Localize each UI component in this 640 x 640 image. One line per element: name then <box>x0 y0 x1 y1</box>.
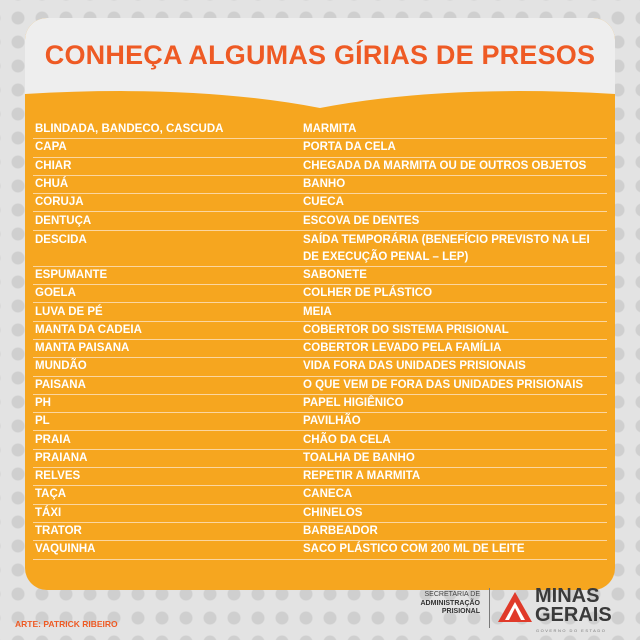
table-row <box>33 486 607 504</box>
slang-meaning: COBERTOR DO SISTEMA PRISIONAL <box>303 323 509 336</box>
slang-term: TAÇA <box>35 488 67 501</box>
slang-card <box>25 18 615 590</box>
table-row <box>33 395 607 413</box>
table-row <box>33 468 607 486</box>
page-title: CONHEÇA ALGUMAS GÍRIAS DE PRESOS <box>44 40 596 70</box>
slang-term: DESCIDA <box>35 233 87 246</box>
table-row <box>33 431 607 449</box>
slang-meaning: SABONETE <box>303 268 367 281</box>
slang-meaning: PAPEL HIGIÊNICO <box>303 397 404 409</box>
table-row <box>33 541 607 559</box>
slang-meaning: PAVILHÃO <box>303 415 361 428</box>
slang-meaning: MEIA <box>303 305 332 318</box>
slang-term: ESPUMANTE <box>35 268 108 281</box>
table-row <box>33 322 607 340</box>
slang-term: TÁXI <box>35 506 62 519</box>
slang-meaning: CUECA <box>303 196 344 209</box>
table-row <box>33 505 607 523</box>
slang-term: PRAIA <box>35 433 71 446</box>
slang-meaning: O QUE VEM DE FORA DAS UNIDADES PRISIONAIS <box>303 378 584 391</box>
table-row <box>33 121 607 139</box>
slang-meaning: COBERTOR LEVADO PELA FAMÍLIA <box>303 342 502 355</box>
table-row <box>33 158 607 176</box>
slang-term: BLINDADA, BANDECO, CASCUDA <box>35 123 224 136</box>
table-row <box>33 523 607 541</box>
slang-term: PAISANA <box>35 378 86 391</box>
art-credit: ARTE: PATRICK RIBEIRO <box>15 619 118 629</box>
slang-table <box>33 121 607 560</box>
logo-line-1: MINAS <box>535 585 600 607</box>
slang-term: VAQUINHA <box>35 543 96 556</box>
slang-meaning: SACO PLÁSTICO COM 200 ML DE LEITE <box>303 543 525 556</box>
slang-meaning: VIDA FORA DAS UNIDADES PRISIONAIS <box>303 360 526 373</box>
slang-meaning: CHEGADA DA MARMITA OU DE OUTROS OBJETOS <box>303 159 587 172</box>
table-row <box>33 212 607 230</box>
seap-line-2: ADMINISTRAÇÃO <box>420 599 480 607</box>
slang-meaning: BARBEADOR <box>303 525 378 538</box>
table-row <box>33 340 607 358</box>
slang-term: PL <box>35 415 50 428</box>
slang-meaning: REPETIR A MARMITA <box>303 470 421 483</box>
slang-meaning: CHINELOS <box>303 506 363 519</box>
table-row <box>33 450 607 468</box>
slang-meaning: ESCOVA DE DENTES <box>303 214 420 227</box>
slang-meaning: PORTA DA CELA <box>303 141 396 154</box>
table-row <box>33 139 607 157</box>
slang-term: MUNDÃO <box>35 360 87 373</box>
banner-shape <box>25 18 615 128</box>
minas-gerais-logo-text <box>535 587 612 625</box>
slang-term: PRAIANA <box>35 451 88 464</box>
slang-meaning: COLHER DE PLÁSTICO <box>303 287 433 300</box>
slang-meaning: MARMITA <box>303 123 357 136</box>
table-row <box>33 358 607 376</box>
table-row <box>33 303 607 321</box>
slang-meaning: BANHO <box>303 178 346 191</box>
seap-line-1: SECRETARIA DE <box>424 591 480 598</box>
slang-term: CHIAR <box>35 159 72 172</box>
slang-term: CAPA <box>35 141 67 154</box>
logo-subtitle: GOVERNO DO ESTADO <box>536 628 607 633</box>
title-banner <box>25 18 615 128</box>
footer-divider <box>489 588 490 628</box>
slang-term: CHUÁ <box>35 178 69 191</box>
slang-term: CORUJA <box>35 196 84 209</box>
slang-meaning: SAÍDA TEMPORÁRIA (BENEFÍCIO PREVISTO NA LEI DE EXECUÇÃO PENAL – LEP) <box>303 233 590 264</box>
slang-term: RELVES <box>35 470 81 483</box>
seap-line-3: PRISIONAL <box>441 608 480 615</box>
slang-term: GOELA <box>35 287 76 300</box>
slang-term: MANTA DA CADEIA <box>35 323 142 336</box>
seap-label <box>408 591 480 617</box>
table-row <box>33 377 607 395</box>
table-row <box>33 194 607 212</box>
slang-term: LUVA DE PÉ <box>35 305 103 318</box>
table-row <box>33 285 607 303</box>
table-row <box>33 231 607 267</box>
slang-meaning: CANECA <box>303 488 353 501</box>
slang-meaning: CHÃO DA CELA <box>303 433 391 446</box>
minas-gerais-triangle-icon <box>496 590 534 624</box>
logo-line-2: GERAIS <box>535 604 612 626</box>
slang-term: MANTA PAISANA <box>35 342 130 355</box>
slang-term: DENTUÇA <box>35 214 92 227</box>
table-row <box>33 267 607 285</box>
table-row <box>33 176 607 194</box>
slang-meaning: TOALHA DE BANHO <box>303 451 415 464</box>
table-row <box>33 413 607 431</box>
slang-term: PH <box>35 397 51 409</box>
slang-term: TRATOR <box>35 525 82 538</box>
